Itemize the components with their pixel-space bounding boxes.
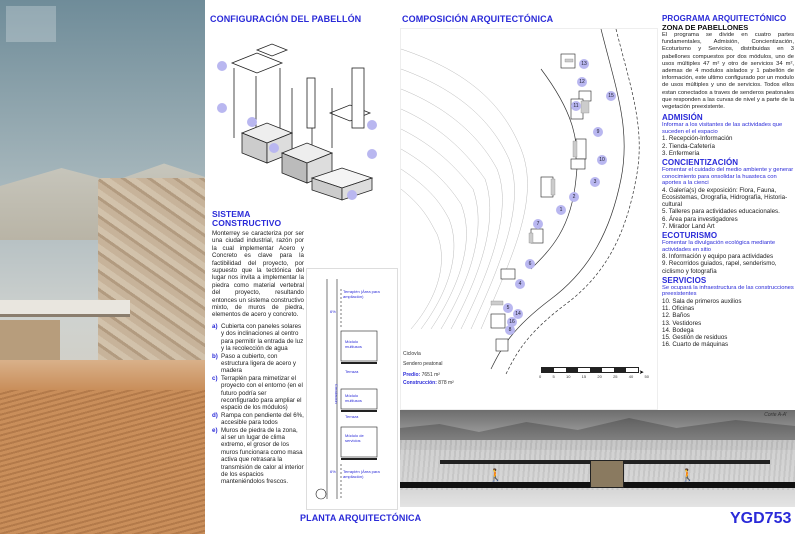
site-tag: 16	[507, 317, 517, 327]
system-item-e: e) Muros de piedra de la zona, al ser un lugar de clima extremo, el grosor de los muros funcionara como masa activa que retrasara la transmisión de calor al interior de los espacios manteniéndolos frescos.	[212, 426, 304, 486]
exploded-axonometric	[212, 28, 392, 213]
person-icon: 🚶	[680, 468, 695, 482]
program-item: 10. Sala de primeros auxilios	[662, 298, 742, 306]
group-title-admision: ADMISIÓN	[662, 113, 703, 123]
program-item: 15. Gestión de residuos	[662, 334, 728, 342]
scale-labels: 0 5 10 15 20 25 40 50	[539, 374, 649, 379]
legend-bike: Ciclovía	[403, 351, 421, 357]
program-item: 2. Tienda-Cafetería	[662, 142, 715, 150]
site-tag: 1	[556, 205, 566, 215]
site-tag: 15	[606, 91, 616, 101]
site-plan-drawing	[401, 29, 657, 409]
plan-slope-2: 6%	[330, 469, 336, 474]
group-desc-admision: Informar a los visitantes de las actividades que suceden el el espacio	[662, 122, 783, 135]
plan-label-corridor: Circulación	[334, 384, 339, 404]
legend-path: Sendero peatonal	[403, 361, 443, 367]
program-item: 3. Enfermería	[662, 149, 700, 157]
system-item-b: b) Paso a cubierto, con estructura ligera de acero y madera	[212, 352, 296, 375]
predio-row: Predio: 7651 m²	[403, 372, 440, 378]
module-section	[590, 460, 624, 488]
program-item: 16. Cuarto de máquinas	[662, 341, 729, 349]
ramp	[0, 360, 205, 390]
plan-slope-1: 6%	[330, 309, 336, 314]
program-item: 13. Vestidores	[662, 319, 702, 327]
program-item: 14. Bodega	[662, 326, 694, 334]
site-tag: 5	[503, 303, 513, 313]
program-item: 6. Área para investigadores	[662, 215, 738, 223]
plan-label-module2: Módulo multiusos	[345, 393, 362, 403]
site-tag: 6	[525, 259, 535, 269]
program-item: 8. Información y equipo para actividades	[662, 253, 774, 261]
person-icon: 🚶	[488, 468, 503, 482]
plan-label-terrace: Terraza	[345, 369, 359, 374]
plan-label-terrace2: Terraza	[345, 414, 359, 419]
config-title: CONFIGURACIÓN DEL PABELLÓN	[210, 14, 362, 24]
group-title-ecoturismo: ECOTURISMO	[662, 231, 718, 241]
logo-block	[6, 6, 56, 42]
group-list-admision	[662, 135, 794, 157]
system-items	[212, 323, 304, 486]
site-tag: 13	[579, 59, 589, 69]
floor-plan	[306, 268, 398, 510]
program-subtitle: ZONA DE PABELLONES	[662, 23, 749, 32]
site-tag: 3	[590, 177, 600, 187]
program-item: 1. Recepción-Información	[662, 135, 733, 143]
site-plan	[400, 28, 658, 410]
canopy	[0, 300, 130, 314]
system-item-d: d) Rampa con pendiente del 6%, accesible para todos	[212, 411, 304, 427]
plan-label-module3: Módulo de servicios	[345, 433, 364, 443]
wood-deck	[0, 390, 205, 534]
group-desc-ecoturismo: Fomentar la divulgación ecológica mediante actividades en sitio	[662, 240, 776, 253]
program-title: PROGRAMA ARQUITECTÓNICO	[662, 14, 787, 23]
site-tag: 12	[577, 77, 587, 87]
north-arrow-icon: ➤	[639, 370, 645, 376]
floor-plan-title: PLANTA ARQUITECTÓNICA	[300, 513, 422, 523]
render-photo	[0, 0, 205, 534]
program-item: 11. Oficinas	[662, 305, 695, 313]
site-tag: 4	[515, 279, 525, 289]
group-desc-concientizacion: Fomentar el cuidado del medio ambiente y generar conocimiento para onsolidar la huasteca con aportes a la cienci	[662, 167, 794, 187]
group-title-concientizacion: CONCIENTIZACIÓN	[662, 158, 739, 168]
program-body: El programa se divide en cuatro partes fundamentales, Admisión, Concientización, Ecoturismo y Servicios, distribuidas en 3 pabellones compuestos por dos módulos, uno de usos múltiples 47 m² y otro de servicios 34 m², ademas de 4 modulos aislados y 1 pabellón de información, este ultimo configurado por un modulo de usos múltiples y uno de servicios. Todos ellos estan conectados a traves de senderos peatonales que responden a las curvas de nivel y a parte de la vegetación preexistente.	[662, 32, 794, 111]
group-desc-servicios: Se ocupará la infraestructura de las construcciones preexistentes	[662, 284, 794, 298]
site-tag: 14	[513, 309, 523, 319]
program-item: 5. Talleres para actividades educacionales.	[662, 208, 780, 216]
construccion-row: Construcción: 878 m²	[403, 380, 454, 386]
group-title-servicios: SERVICIOS	[662, 275, 707, 285]
section-cut	[400, 410, 795, 507]
group-list-concientizacion	[662, 187, 794, 230]
system-block	[212, 210, 304, 486]
site-tag: 2	[569, 192, 579, 202]
site-tag: 7	[533, 219, 543, 229]
program-item: 12. Baños	[662, 312, 690, 320]
site-tag: 11	[571, 101, 581, 111]
system-body: Monterrey se caracteriza por ser una ciudad industrial, razón por la cual implementar Acero y Concreto es clave para la factibilidad del proyecto, por supuesto que la tectónica del lugar nos invita a implementar la piedra como material vertebral del proyecto, resultando entonces un sistema constructivo mixto, de muros de piedra, elementos de acero y concreto.	[212, 230, 304, 319]
scale-bar	[541, 367, 639, 373]
program-item: 9. Recorridos guiados, rapel, senderismo, ciclismo y fotografía	[662, 260, 777, 275]
group-list-ecoturismo	[662, 253, 794, 275]
composition-title: COMPOSICIÓN ARQUITECTÓNICA	[402, 14, 554, 24]
system-title: SISTEMA CONSTRUCTIVO	[212, 209, 282, 228]
group-list-servicios	[662, 298, 794, 348]
program-item: 4. Galería(s) de exposición: Flora, Fauna, Ecosistemas, Orografía, Hidrografía, Historia-cultural	[662, 186, 788, 209]
system-item-a: a) Cubierta con paneles solares y dos inclinaciones al centro para permitir la entrada de luz y la recolección de agua	[212, 322, 304, 353]
site-tag: 8	[505, 325, 515, 335]
plan-label-module1: Módulo multiusos	[345, 339, 362, 349]
section-label: Corte A-A'	[764, 412, 787, 418]
program-item: 7. Mirador Land Art	[662, 222, 715, 230]
project-code: YGD753	[730, 510, 792, 527]
system-item-c: c) Terraplén para mimetizar el proyecto con el entorno (en el futuro podría ser reconfigurado para ampliar el espacio de los módulos)	[212, 374, 303, 412]
program-block	[662, 14, 794, 348]
site-tag: 9	[593, 127, 603, 137]
plan-label-top: Terraplén (Área para ampliación)	[343, 289, 380, 299]
site-tag: 10	[597, 155, 607, 165]
plan-label-bottom: Terraplén (Área para ampliación)	[343, 469, 380, 479]
